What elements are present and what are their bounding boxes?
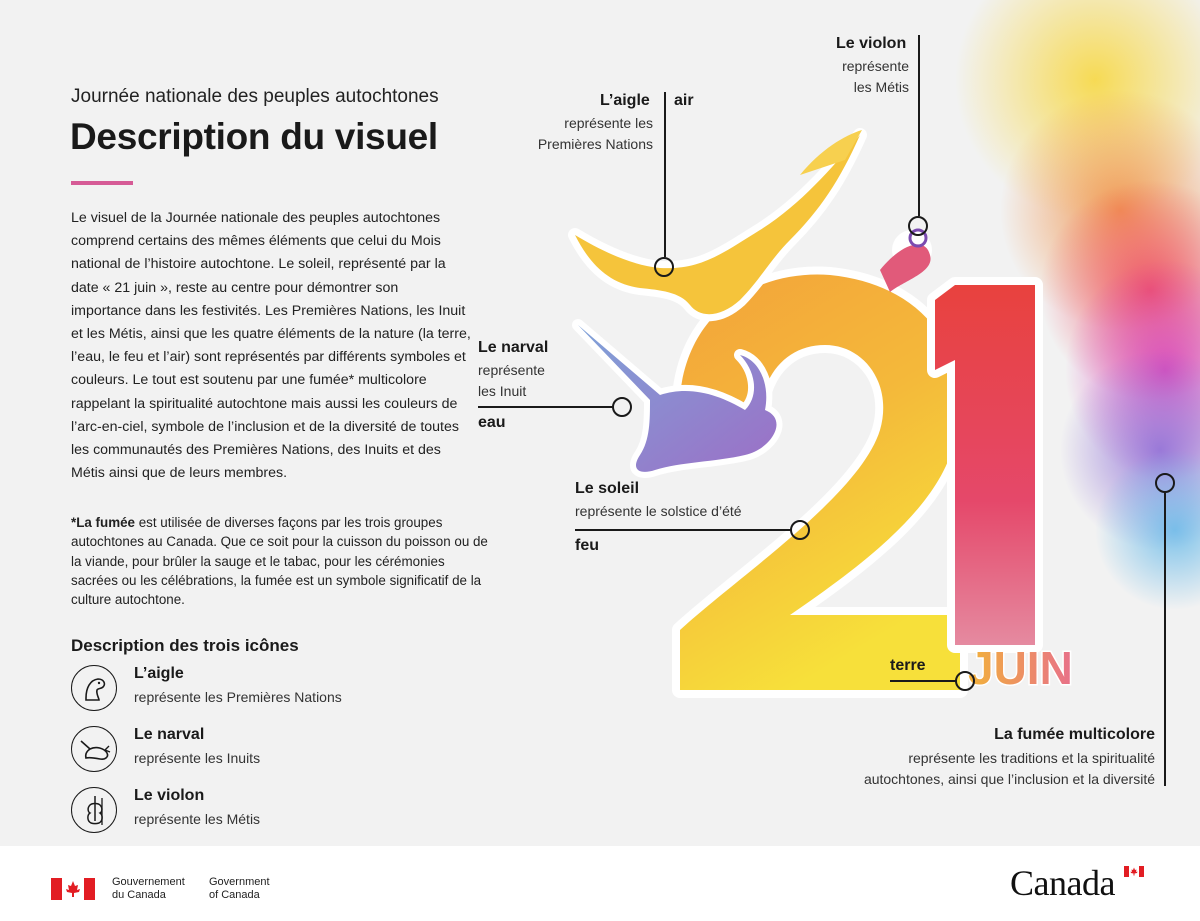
callout-smoke-title: La fumée multicolore (994, 726, 1155, 743)
smoke-footnote (71, 513, 491, 609)
callout-eagle-marker (654, 257, 674, 277)
callout-narwhal-line1: représente (478, 362, 545, 378)
violin-illustration (880, 230, 932, 292)
callout-smoke-line2: autochtones, ainsi que l’inclusion et la diversité (863, 771, 1155, 787)
footnote-label: *La fumée (71, 515, 135, 530)
gov-en-line1: Government (209, 876, 270, 888)
icon-item-subtitle: représente les Métis (134, 811, 261, 827)
icons-heading: Description des trois icônes (71, 636, 299, 655)
callout-earth-element: terre (890, 657, 926, 674)
callout-smoke-line1: représente les traditions et la spiritualité (908, 750, 1155, 766)
eagle-icon (71, 665, 117, 711)
callout-earth-marker (955, 671, 975, 691)
icon-item-subtitle: représente les Inuits (134, 750, 261, 766)
gov-fr-line1: Gouvernement (112, 876, 185, 888)
callout-violin-title: Le violon (836, 35, 907, 52)
callout-sun-element: feu (575, 537, 599, 554)
canada-wordmark: Canada (1010, 863, 1115, 903)
narwhal-icon (71, 726, 117, 772)
footnote-text: est utilisée de diverses façons par les trois groupes autochtones au Canada. Que ce soit pour la cuisson du poisson ou de la viande, pour brûler la sauge et le tabac, pour les cérémonies sacrées ou les célébrations, la fumée est un symbole significatif de la culture autochtone. (71, 515, 488, 608)
gov-en-line2: of Canada (209, 889, 260, 901)
violin-icon (71, 787, 117, 833)
number-one-shape (935, 285, 1035, 645)
callout-narwhal-element: eau (478, 414, 506, 431)
callout-narwhal-title: Le narval (478, 339, 549, 356)
callout-eagle-line1: représente les (564, 115, 653, 131)
icon-item-title: L’aigle (134, 665, 184, 682)
icon-item-subtitle: représente les Premières Nations (134, 689, 342, 705)
callout-violin-line1: représente (842, 58, 909, 74)
callout-violin-line2: les Métis (853, 79, 909, 95)
callout-violin-marker (908, 216, 928, 236)
accent-divider (71, 181, 133, 185)
callout-narwhal-marker (612, 397, 632, 417)
canada-wordmark-flag-icon (1124, 866, 1144, 877)
icon-item-eagle (71, 665, 431, 713)
callout-smoke-marker (1155, 473, 1175, 493)
month-label: JUIN (968, 642, 1073, 694)
callout-earth-line (890, 680, 956, 682)
callout-eagle-line2: Premières Nations (537, 136, 653, 152)
page-title: Description du visuel (70, 116, 438, 157)
callout-narwhal-line2: les Inuit (478, 383, 527, 399)
callout-violin-line (918, 35, 920, 216)
callout-sun-marker (790, 520, 810, 540)
callout-eagle-title: L’aigle (600, 92, 650, 109)
gov-fr-line2: du Canada (112, 889, 166, 901)
icon-item-violin (71, 787, 431, 835)
gov-fr-wordmark (112, 876, 185, 902)
callout-sun-title: Le soleil (575, 480, 640, 497)
callout-smoke-line (1164, 493, 1166, 786)
callout-eagle-element: air (674, 92, 694, 109)
gov-en-wordmark (209, 876, 270, 902)
callout-sun-line (575, 529, 791, 531)
number-two-shape (680, 274, 960, 690)
callout-narwhal-line (478, 406, 613, 408)
callout-sun-line1: représente le solstice d’été (575, 503, 742, 519)
footer (0, 846, 1200, 921)
callout-eagle-line (664, 92, 666, 257)
icon-item-narwhal (71, 726, 431, 774)
page-kicker: Journée nationale des peuples autochtones (71, 86, 439, 107)
description-paragraph: Le visuel de la Journée nationale des peuples autochtones comprend certains des mêmes éléments que celui du Mois national de l’histoire autochtone. Le soleil, représenté par la date « 21 juin », reste au centre pour démontrer son importance dans les festivités. Les Premières Nations, les Inuit et les Métis, ainsi que les quatre éléments de la nature (la terre, l’eau, le feu et l’air) sont représentés par différents symboles et couleurs. Le tout est soutenu par une fumée* multicolore rappelant la spiritualité autochtone mais aussi les couleurs de l’arc-en-ciel, symbole de l’inclusion et de la diversité de toutes les communautés des Premières Nations, des Inuits et des Métis ainsi que de leurs membres. (71, 210, 471, 482)
canada-flag-icon (51, 878, 95, 900)
icon-item-title: Le narval (134, 726, 205, 743)
icon-item-title: Le violon (134, 787, 205, 804)
